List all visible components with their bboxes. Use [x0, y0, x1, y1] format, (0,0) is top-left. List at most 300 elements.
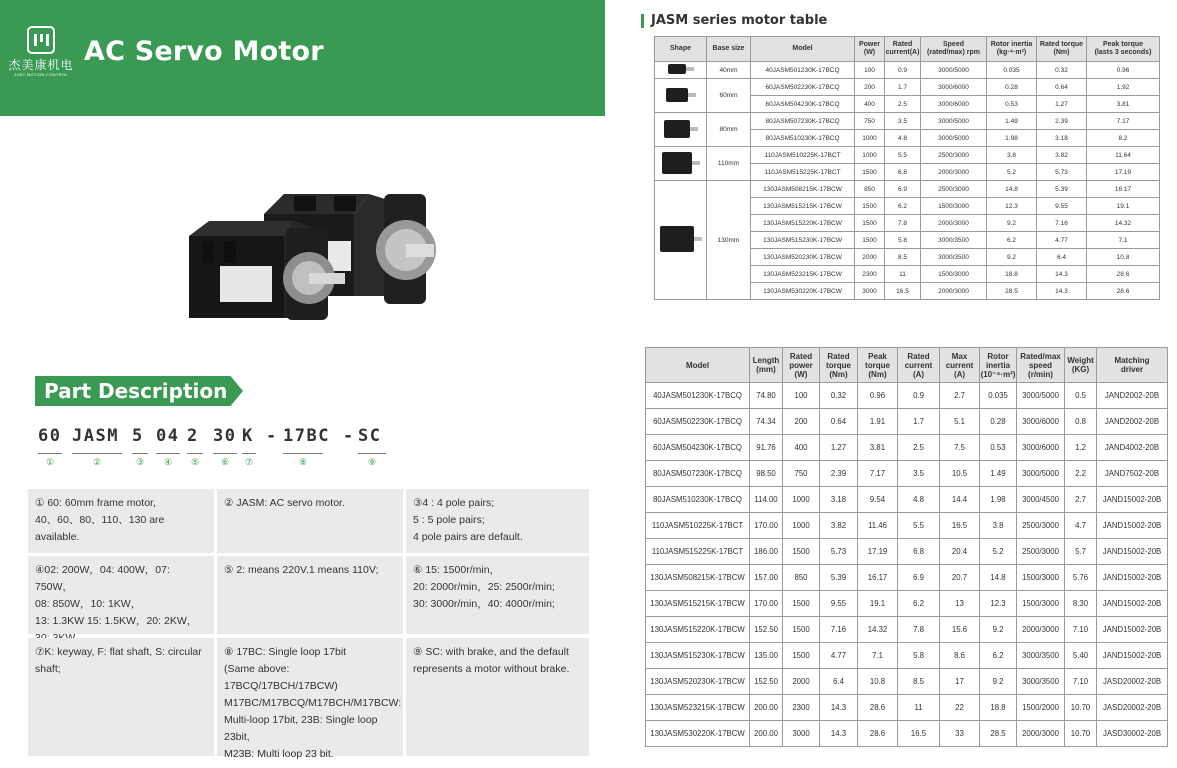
table-cell: 170.00 — [750, 513, 783, 539]
motor-shaft-icon — [692, 161, 700, 165]
table-row — [655, 62, 1160, 79]
table-cell: 3.8 — [980, 513, 1017, 539]
base-size-cell: 110mm — [707, 147, 751, 181]
table-cell: 130JASM508215K-17BCW — [751, 181, 855, 198]
table-cell: 1000 — [783, 487, 820, 513]
table-cell: 11 — [885, 266, 921, 283]
part-number-underline — [132, 453, 148, 454]
table-cell: 12.3 — [980, 591, 1017, 617]
table-cell: 0.53 — [980, 435, 1017, 461]
part-number-index: ④ — [163, 457, 173, 467]
motor-body-icon — [664, 120, 690, 138]
table-cell: 19.1 — [1087, 198, 1160, 215]
table-cell: 8.5 — [898, 669, 940, 695]
table-cell: 1.7 — [898, 409, 940, 435]
table-cell: 750 — [783, 461, 820, 487]
table-cell: JAND7502-20B — [1097, 461, 1168, 487]
table-cell: 7.17 — [1087, 113, 1160, 130]
base-size-cell: 40mm — [707, 62, 751, 79]
table-cell: 11.64 — [1087, 147, 1160, 164]
part-description-cell: ① 60: 60mm frame motor, 40、60、80、110、130 are available. — [28, 489, 214, 553]
motor-shape-icon — [666, 88, 696, 102]
table-cell: 130JASM515215K-17BCW — [646, 591, 750, 617]
part-description-title: Part Description — [44, 379, 228, 403]
table-row — [655, 181, 1160, 198]
part-number-segment: 17BC — [283, 426, 330, 446]
column-header: Rated torque (Nm) — [820, 348, 858, 383]
table-cell: 6.8 — [898, 539, 940, 565]
table-cell: 9.2 — [980, 669, 1017, 695]
table-cell: 16.5 — [898, 721, 940, 747]
part-description-cell: ④02: 200W，04: 400W，07: 750W， 08: 850W，10: 1KW， 13: 1.3KW 15: 1.5KW，20: 2KW， — [28, 556, 214, 634]
table-cell: 11.46 — [858, 513, 898, 539]
part-number-underline — [283, 453, 323, 454]
table-row — [655, 113, 1160, 130]
column-header: Rotor inertia (kg·⁴·m²) — [987, 37, 1037, 62]
table-cell: 5.73 — [1037, 164, 1087, 181]
table-cell: 12.3 — [987, 198, 1037, 215]
table-cell: 5.8 — [898, 643, 940, 669]
table-cell: 4.8 — [898, 487, 940, 513]
table-cell: JAND15002-20B — [1097, 487, 1168, 513]
table-cell: 3000/6000 — [921, 96, 987, 113]
part-description-cell: ⑤ 2: means 220V.1 means 110V; — [217, 556, 403, 634]
column-header: Rated power (W) — [783, 348, 820, 383]
part-number-segment: 2 — [187, 426, 199, 446]
table-cell: 2500/3000 — [1017, 539, 1065, 565]
table-cell: 1500/2000 — [1017, 695, 1065, 721]
table-cell: 114.00 — [750, 487, 783, 513]
table-row — [646, 643, 1168, 669]
table-cell: 3000/3500 — [1017, 643, 1065, 669]
part-number-index: ② — [92, 457, 102, 467]
table-cell: 2300 — [783, 695, 820, 721]
table-cell: 1500 — [783, 539, 820, 565]
table-cell: 40JASM501230K-17BCQ — [646, 383, 750, 409]
table-cell: JAND15002-20B — [1097, 643, 1168, 669]
table-header-row — [655, 37, 1160, 62]
part-number-index: ① — [45, 457, 55, 467]
table-cell: 7.8 — [885, 215, 921, 232]
table-cell: 5.2 — [980, 539, 1017, 565]
table-cell: 2000/3000 — [1017, 617, 1065, 643]
table-cell: 200 — [783, 409, 820, 435]
table-cell: 6.2 — [980, 643, 1017, 669]
table-cell: JAND2002-20B — [1097, 383, 1168, 409]
table-cell: 60JASM502230K-17BCQ — [751, 79, 855, 96]
table-cell: 3.82 — [1037, 147, 1087, 164]
table-cell: 2.39 — [820, 461, 858, 487]
part-number-segment: 5 — [132, 426, 144, 446]
table-cell: 1500/3000 — [1017, 565, 1065, 591]
table-cell: 6.8 — [885, 164, 921, 181]
table-cell: 14.32 — [1087, 215, 1160, 232]
table-cell: 0.5 — [1065, 383, 1097, 409]
column-header: Rated torque (Nm) — [1037, 37, 1087, 62]
table-cell: 1000 — [855, 130, 885, 147]
base-size-cell: 80mm — [707, 113, 751, 147]
part-number-underline — [187, 453, 203, 454]
part-number-index: ⑤ — [190, 457, 200, 467]
motor-shaft-icon — [688, 93, 696, 97]
table-cell: 5.76 — [1065, 565, 1097, 591]
table-cell: 4.7 — [1065, 513, 1097, 539]
motor-body-icon — [666, 88, 688, 102]
table-row — [646, 539, 1168, 565]
table-cell: 0.035 — [980, 383, 1017, 409]
table-cell: 0.8 — [1065, 409, 1097, 435]
table-cell: 18.8 — [987, 266, 1037, 283]
table-cell: 14.8 — [980, 565, 1017, 591]
table-cell: 1.91 — [858, 409, 898, 435]
table-cell: 6.2 — [885, 198, 921, 215]
column-header: Rotor inertia (10⁻⁴·m²) — [980, 348, 1017, 383]
table-cell: 110JASM515225K-17BCT — [646, 539, 750, 565]
table-cell: 1.98 — [980, 487, 1017, 513]
table-cell: 4.8 — [885, 130, 921, 147]
table-cell: 3000/5000 — [1017, 383, 1065, 409]
table-row — [646, 721, 1168, 747]
table-cell: 14.3 — [820, 695, 858, 721]
table-cell: 130JASM508215K-17BCW — [646, 565, 750, 591]
column-header: Rated current(A) — [885, 37, 921, 62]
table-cell: 3000/5000 — [921, 113, 987, 130]
table-cell: JAND15002-20B — [1097, 565, 1168, 591]
table-cell: 3000 — [855, 283, 885, 300]
table-cell: 2.39 — [1037, 113, 1087, 130]
table-row — [646, 383, 1168, 409]
column-header: Rated current (A) — [898, 348, 940, 383]
table-cell: 60JASM502230K-17BCQ — [646, 409, 750, 435]
table-cell: 80JASM507230K-17BCQ — [751, 113, 855, 130]
motor-shaft-icon — [694, 237, 702, 241]
series-table-title: JASM series motor table — [651, 13, 828, 28]
table-cell: 14.3 — [1037, 266, 1087, 283]
table-cell: 5.39 — [820, 565, 858, 591]
table-cell: 130JASM515220K-17BCW — [751, 215, 855, 232]
table-cell: 3000/5000 — [921, 130, 987, 147]
part-description-cell: ⑥ 15: 1500r/min， 20: 2000r/min，25: 2500r/min; 30: 3000r/min，40: 4000r/min; — [406, 556, 589, 634]
table-cell: 6.2 — [987, 232, 1037, 249]
table-cell: 4.77 — [1037, 232, 1087, 249]
table-cell: 7.1 — [1087, 232, 1160, 249]
table-cell: 3.18 — [820, 487, 858, 513]
table-cell: 186.00 — [750, 539, 783, 565]
table-cell: 10.70 — [1065, 721, 1097, 747]
table-cell: 74.80 — [750, 383, 783, 409]
table-cell: 1.92 — [1087, 79, 1160, 96]
table-cell: 0.035 — [987, 62, 1037, 79]
table-cell: 1500/3000 — [1017, 591, 1065, 617]
table-cell: 400 — [855, 96, 885, 113]
table-cell: 8.6 — [940, 643, 980, 669]
table-row — [646, 695, 1168, 721]
table-cell: 3.5 — [885, 113, 921, 130]
table-cell: 1500 — [855, 215, 885, 232]
table-cell: 2300 — [855, 266, 885, 283]
table-cell: 850 — [855, 181, 885, 198]
table-cell: 3.18 — [1037, 130, 1087, 147]
table-cell: 2500/3000 — [921, 147, 987, 164]
table-cell: 1.2 — [1065, 435, 1097, 461]
table-cell: 135.00 — [750, 643, 783, 669]
table-cell: JAND15002-20B — [1097, 539, 1168, 565]
table-cell: 8.2 — [1087, 130, 1160, 147]
table-cell: JAND15002-20B — [1097, 513, 1168, 539]
table-cell: 98.50 — [750, 461, 783, 487]
table-cell: 1500 — [783, 643, 820, 669]
table-cell: 750 — [855, 113, 885, 130]
part-number-dash: - — [266, 426, 278, 446]
table-cell: 7.10 — [1065, 669, 1097, 695]
table-cell: 2000/3000 — [921, 215, 987, 232]
table-cell: 40JASM501230K-17BCQ — [751, 62, 855, 79]
table-row — [646, 565, 1168, 591]
table-cell: 3000/3500 — [921, 249, 987, 266]
table-cell: 1.7 — [885, 79, 921, 96]
part-number-segment: 60 — [38, 426, 62, 446]
table-cell: 2.7 — [1065, 487, 1097, 513]
table-cell: 6.9 — [898, 565, 940, 591]
table-cell: 200.00 — [750, 695, 783, 721]
motor-shaft-icon — [690, 127, 698, 131]
table-row — [646, 513, 1168, 539]
column-header: Length (mm) — [750, 348, 783, 383]
table-cell: 3.5 — [898, 461, 940, 487]
table-cell: 2.5 — [885, 96, 921, 113]
table-row — [646, 461, 1168, 487]
table-cell: 28.6 — [858, 695, 898, 721]
motor-shape-icon — [660, 226, 702, 252]
table-cell: 0.96 — [1087, 62, 1160, 79]
table-cell: 3.81 — [858, 435, 898, 461]
table-cell: 1500 — [855, 198, 885, 215]
part-description-cell: ② JASM: AC servo motor. — [217, 489, 403, 553]
series-motor-table — [654, 36, 1160, 300]
table-cell: 80JASM507230K-17BCQ — [646, 461, 750, 487]
table-cell: 6.4 — [820, 669, 858, 695]
part-number-index: ⑧ — [298, 457, 308, 467]
table-cell: 7.16 — [820, 617, 858, 643]
table-cell: 7.1 — [858, 643, 898, 669]
table-cell: 2000 — [783, 669, 820, 695]
part-number-segment: 30 — [213, 426, 237, 446]
column-header: Matching driver — [1097, 348, 1168, 383]
table-cell: 100 — [783, 383, 820, 409]
table-cell: 7.8 — [898, 617, 940, 643]
table-cell: 130JASM523215K-17BCW — [646, 695, 750, 721]
part-number-dash: - — [343, 426, 355, 446]
table-cell: 3000/3500 — [1017, 669, 1065, 695]
table-cell: 1500/3000 — [921, 198, 987, 215]
table-row — [655, 147, 1160, 164]
table-cell: 2000/3000 — [921, 164, 987, 181]
motor-shape-icon — [664, 120, 698, 138]
table-cell: 20.4 — [940, 539, 980, 565]
shape-cell — [655, 79, 707, 113]
table-cell: 152.50 — [750, 669, 783, 695]
table-cell: 2.7 — [940, 383, 980, 409]
table-cell: 9.55 — [820, 591, 858, 617]
table-cell: 2500/3000 — [1017, 513, 1065, 539]
table-cell: 157.00 — [750, 565, 783, 591]
table-cell: 0.64 — [820, 409, 858, 435]
table-cell: 7.16 — [1037, 215, 1087, 232]
shape-cell — [655, 181, 707, 300]
table-cell: 200.00 — [750, 721, 783, 747]
logo-chinese-text: 杰美康机电 — [8, 58, 74, 72]
table-cell: 80JASM510230K-17BCQ — [646, 487, 750, 513]
table-cell: 2000/3000 — [1017, 721, 1065, 747]
table-cell: 13 — [940, 591, 980, 617]
table-header-row — [646, 348, 1168, 383]
table-cell: 3000/4500 — [1017, 487, 1065, 513]
column-header: Shape — [655, 37, 707, 62]
table-cell: 28.5 — [987, 283, 1037, 300]
part-number-underline — [213, 453, 237, 454]
table-cell: 5.7 — [1065, 539, 1097, 565]
part-number-index: ⑨ — [367, 457, 377, 467]
part-number-index: ③ — [135, 457, 145, 467]
table-cell: 22 — [940, 695, 980, 721]
table-cell: 1500 — [783, 591, 820, 617]
part-number-segment: 04 — [156, 426, 180, 446]
table-cell: JAND15002-20B — [1097, 617, 1168, 643]
table-cell: 2.5 — [898, 435, 940, 461]
table-cell: 3000/6000 — [921, 79, 987, 96]
table-cell: 0.28 — [987, 79, 1037, 96]
table-cell: 5.39 — [1037, 181, 1087, 198]
table-cell: 5.5 — [898, 513, 940, 539]
column-header: Model — [646, 348, 750, 383]
table-cell: 1.49 — [980, 461, 1017, 487]
logo-english-text: JUST MOTION CONTROL — [14, 72, 68, 77]
table-cell: 200 — [855, 79, 885, 96]
column-header: Speed (rated/max) rpm — [921, 37, 987, 62]
table-cell: 110JASM515225K-17BCT — [751, 164, 855, 181]
part-number-underline — [38, 453, 62, 454]
table-cell: 0.32 — [1037, 62, 1087, 79]
part-number-underline — [242, 453, 256, 454]
column-header: Weight (KG) — [1065, 348, 1097, 383]
column-header: Max current (A) — [940, 348, 980, 383]
table-row — [646, 669, 1168, 695]
table-cell: 130JASM530220K-17BCW — [751, 283, 855, 300]
table-cell: 0.28 — [980, 409, 1017, 435]
table-cell: 0.64 — [1037, 79, 1087, 96]
table-cell: JASD20002-20B — [1097, 669, 1168, 695]
table-cell: 3000/6000 — [1017, 435, 1065, 461]
table-cell: 0.9 — [898, 383, 940, 409]
base-size-cell: 130mm — [707, 181, 751, 300]
table-row — [646, 591, 1168, 617]
column-header: Peak torque (Nm) — [858, 348, 898, 383]
part-number-index: ⑥ — [220, 457, 230, 467]
table-cell: 15.6 — [940, 617, 980, 643]
table-row — [655, 79, 1160, 96]
table-cell: 5.5 — [885, 147, 921, 164]
table-cell: 1.27 — [820, 435, 858, 461]
table-cell: JASD30002-20B — [1097, 721, 1168, 747]
table-cell: 1000 — [855, 147, 885, 164]
part-number-underline — [358, 453, 386, 454]
table-cell: 9.55 — [1037, 198, 1087, 215]
table-cell: 110JASM510225K-17BCT — [751, 147, 855, 164]
table-cell: 130JASM523215K-17BCW — [751, 266, 855, 283]
table-cell: 10.8 — [1087, 249, 1160, 266]
table-cell: 80JASM510230K-17BCQ — [751, 130, 855, 147]
table-cell: 14.3 — [820, 721, 858, 747]
table-cell: 3000/5000 — [1017, 461, 1065, 487]
table-cell: 8.30 — [1065, 591, 1097, 617]
table-cell: 850 — [783, 565, 820, 591]
page-title: AC Servo Motor — [84, 36, 324, 67]
table-cell: 9.54 — [858, 487, 898, 513]
table-cell: 5.1 — [940, 409, 980, 435]
table-cell: 152.50 — [750, 617, 783, 643]
table-cell: 5.73 — [820, 539, 858, 565]
column-header: Base size — [707, 37, 751, 62]
table-cell: 6.4 — [1037, 249, 1087, 266]
table-cell: 3.81 — [1087, 96, 1160, 113]
table-cell: 9.2 — [987, 215, 1037, 232]
part-description-cell: ⑦K: keyway, F: flat shaft, S: circular shaft; — [28, 638, 214, 756]
table-cell: JASD20002-20B — [1097, 695, 1168, 721]
table-row — [646, 409, 1168, 435]
table-cell: 20.7 — [940, 565, 980, 591]
table-cell: 4.77 — [820, 643, 858, 669]
table-cell: 10.5 — [940, 461, 980, 487]
motor-spec-table — [645, 347, 1168, 747]
part-number-underline — [156, 453, 180, 454]
logo-mark-icon — [27, 26, 55, 54]
table-cell: 100 — [855, 62, 885, 79]
table-cell: 2500/3000 — [921, 181, 987, 198]
motor-body-icon — [660, 226, 694, 252]
table-cell: 17.19 — [858, 539, 898, 565]
motor-shaft-icon — [686, 67, 694, 71]
table-cell: 1.27 — [1037, 96, 1087, 113]
table-cell: 8.5 — [885, 249, 921, 266]
table-cell: 130JASM515220K-17BCW — [646, 617, 750, 643]
shape-cell — [655, 147, 707, 181]
table-cell: 3000/6000 — [1017, 409, 1065, 435]
table-cell: 7.5 — [940, 435, 980, 461]
column-header: Power (W) — [855, 37, 885, 62]
table-row — [646, 435, 1168, 461]
table-cell: 1.98 — [987, 130, 1037, 147]
table-cell: JAND15002-20B — [1097, 591, 1168, 617]
table-cell: 0.96 — [858, 383, 898, 409]
table-cell: 28.5 — [980, 721, 1017, 747]
part-description-cell: ⑧ 17BC: Single loop 17bit (Same above: 17BCQ/17BCH/17BCW) M17BC/M17BCQ/M17BCH/M17BCW: Multi-loop 17bit, 23B: Single loop 23bit, M23B: Multi loop 23 bit. — [217, 638, 403, 756]
table-cell: 33 — [940, 721, 980, 747]
table-cell: 28.6 — [1087, 283, 1160, 300]
table-cell: 130JASM515230K-17BCW — [751, 232, 855, 249]
column-header: Peak torque (lasts 3 seconds) — [1087, 37, 1160, 62]
part-number-segment: K — [242, 426, 254, 446]
table-row — [646, 487, 1168, 513]
column-header: Rated/max speed (r/min) — [1017, 348, 1065, 383]
motor-body-icon — [662, 152, 692, 174]
table-cell: 1500/3000 — [921, 266, 987, 283]
table-cell: 17.19 — [1087, 164, 1160, 181]
table-cell: 130JASM520230K-17BCW — [751, 249, 855, 266]
servo-motor-photo — [184, 186, 444, 326]
table-cell: 130JASM515215K-17BCW — [751, 198, 855, 215]
table-cell: 0.53 — [987, 96, 1037, 113]
part-description-cell: ⑨ SC: with brake, and the default represents a motor without brake. — [406, 638, 589, 756]
